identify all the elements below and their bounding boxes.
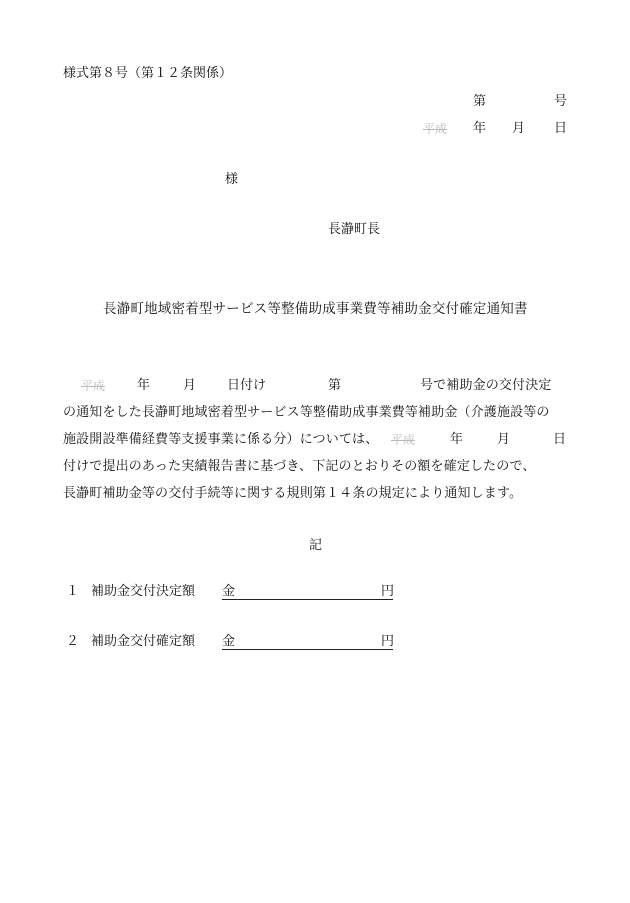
ki-heading: 記 (309, 538, 323, 553)
body-line5: 長瀞町補助金等の交付手続等に関する規則第１４条の規定により通知します。 (63, 486, 523, 501)
addressee-suffix: 様 (225, 172, 239, 187)
form-label: 様式第８号（第１２条関係） (63, 66, 233, 81)
date-day-label: 日 (554, 121, 568, 136)
body-day-1: 日付け (227, 378, 267, 393)
item-number: ２ (66, 634, 80, 649)
date-month-label: 月 (512, 121, 526, 136)
body-era-1: 平成 (81, 379, 106, 393)
item-prefix: 金 (222, 634, 236, 649)
body-line3-text: 施設開設準備経費等支援事業に係る分）については、 (63, 432, 379, 447)
date-year-label: 年 (473, 121, 487, 136)
body-dai-1: 第 (328, 378, 342, 393)
item-suffix: 円 (381, 584, 395, 599)
amount-underline (222, 599, 393, 600)
item-label: 補助金交付確定額 (91, 634, 196, 649)
body-year-3: 年 (450, 432, 464, 447)
date-era: 平成 (423, 122, 448, 136)
body-month-3: 月 (497, 432, 511, 447)
doc-number-go: 号 (554, 94, 568, 109)
item-number: １ (66, 584, 80, 599)
body-era-3: 平成 (391, 433, 416, 447)
amount-underline (222, 649, 393, 650)
doc-number-dai: 第 (473, 94, 487, 109)
item-prefix: 金 (222, 584, 236, 599)
body-line4: 付けで提出のあった実績報告書に基づき、下記のとおりその額を確定したので、 (63, 459, 536, 474)
body-line1-rest: 号で補助金の交付決定 (420, 378, 552, 393)
body-month-1: 月 (183, 378, 197, 393)
body-day-3: 日 (553, 432, 567, 447)
item-label: 補助金交付決定額 (91, 584, 196, 599)
item-suffix: 円 (381, 634, 395, 649)
body-line2: の通知をした長瀞町地域密着型サービス等整備助成事業費等補助金（介護施設等の (63, 405, 550, 420)
document-title: 長瀞町地域密着型サービス等整備助成事業費等補助金交付確定通知書 (103, 301, 528, 317)
body-year-1: 年 (137, 378, 151, 393)
issuer: 長瀞町長 (328, 222, 381, 237)
